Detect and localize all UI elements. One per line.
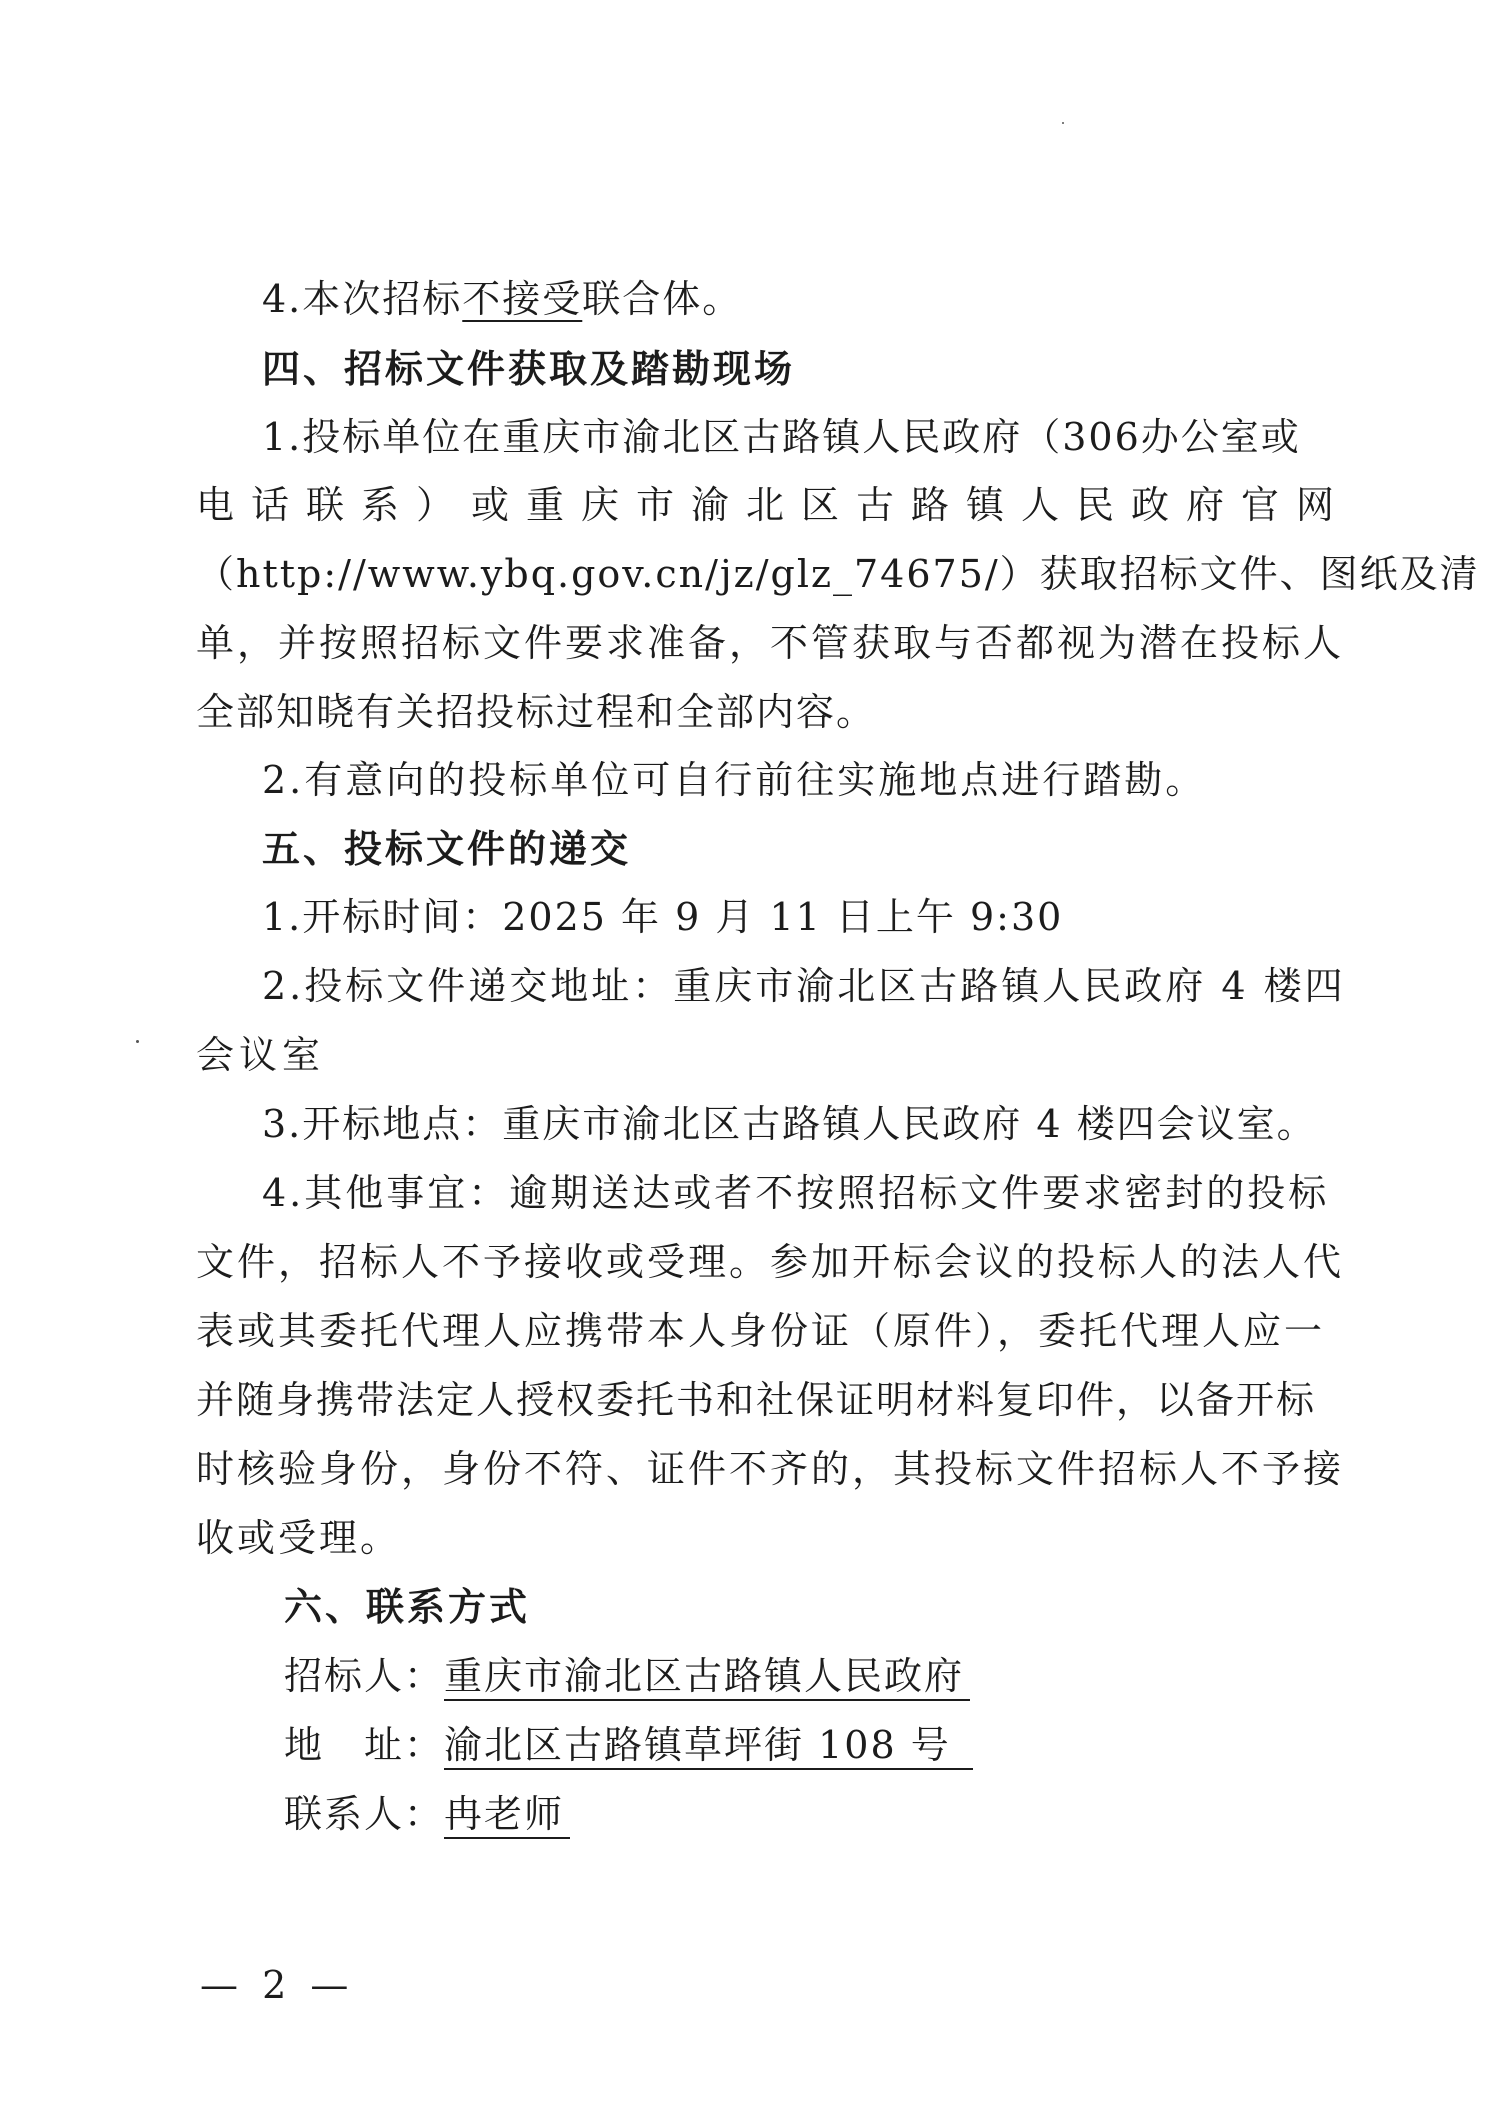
section-5-heading: 五、投标文件的递交: [262, 826, 632, 871]
scan-speck: [1062, 122, 1064, 124]
section-4-heading: 四、招标文件获取及踏勘现场: [262, 346, 796, 391]
contact-address-value: 渝北区古路镇草坪街 108 号: [444, 1722, 973, 1770]
contact-person-row: [284, 1787, 570, 1841]
section-5-item-3: 3.开标地点：重庆市渝北区古路镇人民政府 4 楼四会议室。: [262, 1102, 1317, 1146]
contact-tenderer-row: [284, 1649, 970, 1703]
item-no-consortium: [262, 272, 742, 326]
section-5-item-2-line-1: 2.投标文件递交地址：重庆市渝北区古路镇人民政府 4 楼四: [262, 964, 1346, 1008]
contact-person-value: 冉老师: [444, 1791, 570, 1839]
section-4-item-1-line-5: 全部知晓有关招投标过程和全部内容。: [196, 690, 877, 734]
section-4-item-1-line-4: 单，并按照招标文件要求准备，不管获取与否都视为潜在投标人: [196, 621, 1345, 665]
section-5-item-4-line-1: 4.其他事宜：逾期送达或者不按照招标文件要求密封的投标: [262, 1171, 1330, 1215]
section-6-heading: 六、联系方式: [284, 1584, 531, 1629]
page-number: — 2 —: [200, 1963, 355, 2007]
section-5-item-4-line-2: 文件，招标人不予接收或受理。参加开标会议的投标人的法人代: [196, 1240, 1345, 1284]
scan-speck: [136, 1040, 139, 1043]
section-4-item-1-line-1-text: 1.投标单位在重庆市渝北区古路镇人民政府（306办公室或: [262, 415, 1301, 459]
section-4-item-1-line-1: [262, 410, 1301, 464]
item-no-consortium-emphasis: 不接受: [462, 277, 583, 321]
item-no-consortium-prefix: 4.本次招标: [262, 277, 463, 321]
section-5-item-4-line-4: 并随身携带法定人授权委托书和社保证明材料复印件，以备开标: [196, 1378, 1317, 1422]
section-4-item-1-line-3: （http://www.ybq.gov.cn/jz/glz_74675/）获取招标文件、图纸及清: [196, 552, 1480, 596]
section-4-item-2: 2.有意向的投标单位可自行前往实施地点进行踏勘。: [262, 758, 1207, 802]
contact-tenderer-value: 重庆市渝北区古路镇人民政府: [444, 1653, 970, 1701]
contact-person-label: 联系人：: [284, 1792, 445, 1836]
section-5-item-1: 1.开标时间：2025 年 9 月 11 日上午 9:30: [262, 895, 1064, 939]
section-5-item-4-line-6: 收或受理。: [196, 1516, 402, 1560]
section-4-item-1-line-2: 电话联系）或重庆市渝北区古路镇人民政府官网: [196, 483, 1352, 527]
section-5-item-2-line-2: 会议室: [196, 1033, 326, 1077]
item-no-consortium-suffix: 联合体。: [582, 277, 743, 321]
section-5-item-4-line-5: 时核验身份，身份不符、证件不齐的，其投标文件招标人不予接: [196, 1447, 1345, 1491]
contact-address-label: 地 址：: [284, 1723, 445, 1767]
contact-tenderer-label: 招标人：: [284, 1654, 445, 1698]
section-5-item-4-line-3: 表或其委托代理人应携带本人身份证（原件），委托代理人应一: [196, 1309, 1326, 1353]
contact-address-row: [284, 1718, 973, 1772]
